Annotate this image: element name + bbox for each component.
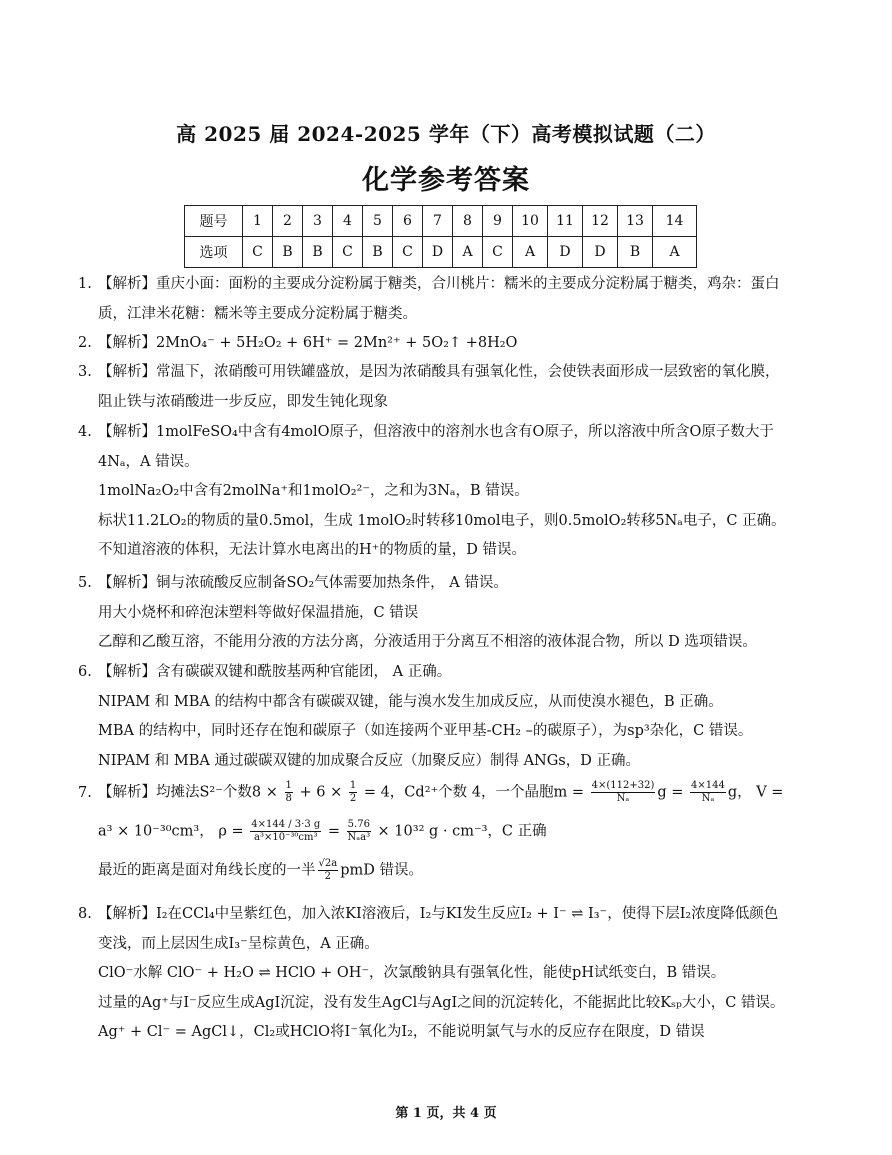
item-number: 2. <box>78 335 92 351</box>
table-cell: C <box>243 237 273 268</box>
item-text: + 6 × <box>294 784 347 801</box>
fraction: $\frac{4\times 144}{\text{Nₐ}}$ <box>691 780 725 804</box>
table-cell: A <box>453 237 483 268</box>
item-text: 【解析】重庆小面：面粉的主要成分淀粉属于糖类，合川桃片：糯米的主要成分淀粉属于糖类，鸡杂：蛋白 <box>98 276 780 292</box>
answer-item-5 <box>78 569 818 658</box>
item-text: 【解析】1molFeSO₄中含有4molO原子，但溶液中的溶剂水也含有O原子，所以溶液中所含O原子数大于 <box>98 424 774 440</box>
fraction: $\frac{√2a}{2}$ <box>318 858 338 882</box>
fraction: $\frac{4\times(112+32)}{\text{Nₐ}}$ <box>591 780 655 804</box>
item-text: ClO⁻水解 ClO⁻ + H₂O ⇌ HClO + OH⁻，次氯酸钠具有强氧化性，能使pH试纸变白，B 错误。 <box>98 965 726 981</box>
fraction: $\frac{1}{2}$ <box>349 780 357 804</box>
table-cell: C <box>393 237 423 268</box>
answer-table <box>184 205 697 268</box>
item-text: 阻止铁与浓硝酸进一步反应，即发生钝化现象 <box>98 393 388 410</box>
item-text: NIPAM 和 MBA 的结构中都含有碳碳双键，能与溴水发生加成反应，从而使溴水褪色，B 正确。 <box>98 693 723 710</box>
item-number: 8. <box>78 906 92 922</box>
answer-item-6 <box>78 658 818 776</box>
item-text: g = <box>657 784 688 801</box>
answer-item-7 <box>78 780 818 883</box>
item-text: 【解析】2MnO₄⁻ + 5H₂O₂ + 6H⁺ = 2Mn²⁺ + 5O₂↑ +8H₂O <box>98 335 518 351</box>
page-number: 第 1 页，共 4 页 <box>395 1106 497 1121</box>
table-cell: 3 <box>303 206 333 237</box>
table-cell: 1 <box>243 206 273 237</box>
table-cell: B <box>618 237 653 268</box>
table-header-cell: 题号 <box>185 206 243 237</box>
item-number: 4. <box>78 424 92 440</box>
item-number: 5. <box>78 575 92 591</box>
table-cell: 5 <box>363 206 393 237</box>
item-text: 变浅，而上层因生成I₃⁻呈棕黄色，A 正确。 <box>98 935 379 952</box>
item-text: 4Nₐ，A 错误。 <box>98 453 199 470</box>
fraction: $\frac{5.76}{\text{Nₐa³}}$ <box>347 819 371 843</box>
table-cell: A <box>513 237 548 268</box>
item-text: Ag⁺ + Cl⁻ = AgCl↓，Cl₂或HClO将I⁻氧化为I₂，不能说明氯气与水的反应存在限度，D 错误 <box>98 1024 705 1040</box>
answer-item-3 <box>78 358 818 417</box>
fraction: $\frac{1}{8}$ <box>285 780 292 804</box>
item-text: g， V = <box>727 784 784 801</box>
item-text: 【解析】常温下，浓硝酸可用铁罐盛放，是因为浓硝酸具有强氧化性，会使铁表面形成一层致密的氧化膜， <box>98 364 780 380</box>
table-cell: 10 <box>513 206 548 237</box>
table-cell: 4 <box>333 206 363 237</box>
item-text: = <box>323 823 345 840</box>
table-cell: C <box>333 237 363 268</box>
item-text: pmD 错误。 <box>340 862 423 879</box>
table-cell: 13 <box>618 206 653 237</box>
item-text: 过量的Ag⁺与I⁻反应生成AgI沉淀，没有发生AgCl与AgI之间的沉淀转化，不能据此比较Kₛₚ大小，C 错误。 <box>98 994 785 1011</box>
item-text: 【解析】含有碳碳双键和酰胺基两种官能团， A 正确。 <box>98 664 452 680</box>
answer-item-1 <box>78 270 818 329</box>
item-text: 1molNa₂O₂中含有2molNa⁺和1molO₂²⁻，之和为3Nₐ，B 错误。 <box>98 483 529 499</box>
table-cell: 14 <box>653 206 697 237</box>
table-header-cell: 选项 <box>185 237 243 268</box>
item-text: 乙醇和乙酸互溶，不能用分液的方法分离，分液适用于分离互不相溶的液体混合物，所以 D 选项错误。 <box>98 634 757 650</box>
table-cell: 2 <box>273 206 303 237</box>
item-text: a³ × 10⁻³⁰cm³， ρ = <box>98 823 249 840</box>
item-text: = 4，Cd²⁺个数 4，一个晶胞m = <box>359 784 589 801</box>
table-cell: 11 <box>548 206 583 237</box>
item-number: 3. <box>78 364 92 380</box>
answer-item-2 <box>78 329 818 359</box>
fraction: $\frac{4\times 144 / 3\cdot 3 g}{\text{a³×10⁻³⁰cm³}}$ <box>251 819 321 843</box>
document-subtitle: 化学参考答案 <box>362 165 530 196</box>
table-cell: C <box>483 237 513 268</box>
table-cell: 8 <box>453 206 483 237</box>
table-cell: 12 <box>583 206 618 237</box>
item-number: 6. <box>78 664 92 680</box>
item-text: 质，江津米花糖：糯米等主要成分淀粉属于糖类。 <box>98 305 417 322</box>
answer-table-row-answers <box>185 237 697 268</box>
table-cell: 9 <box>483 206 513 237</box>
item-text: × 10³² g · cm⁻³，C 正确 <box>372 823 547 840</box>
item-line <box>78 819 818 844</box>
table-cell: A <box>653 237 697 268</box>
table-cell: B <box>273 237 303 268</box>
table-cell: B <box>363 237 393 268</box>
document-title: 高 2025 届 2024-2025 学年（下）高考模拟试题（二） <box>176 122 716 146</box>
table-cell: 6 <box>393 206 423 237</box>
item-text: 最近的距离是面对角线长度的一半 <box>98 862 316 879</box>
table-cell: D <box>423 237 453 268</box>
table-cell: B <box>303 237 333 268</box>
table-cell: 7 <box>423 206 453 237</box>
item-text: NIPAM 和 MBA 通过碳碳双键的加成聚合反应（加聚反应）制得 ANGs，D 正确。 <box>98 752 640 769</box>
item-text: 【解析】铜与浓硫酸反应制备SO₂气体需要加热条件， A 错误。 <box>98 575 508 591</box>
item-text: 【解析】均摊法S²⁻个数8 × <box>98 784 283 801</box>
table-cell: D <box>548 237 583 268</box>
item-text: 不知道溶液的体积，无法计算水电离出的H⁺的物质的量，D 错误。 <box>98 542 527 558</box>
item-number: 1. <box>78 276 92 292</box>
answer-table-row-numbers <box>185 206 697 237</box>
item-line <box>78 858 818 883</box>
item-number: 7. <box>78 784 92 801</box>
table-cell: D <box>583 237 618 268</box>
item-text: MBA 的结构中，同时还存在饱和碳原子（如连接两个亚甲基-CH₂ –的碳原子），为sp³杂化，C 错误。 <box>98 723 753 739</box>
answer-item-4 <box>78 418 818 566</box>
item-text: 【解析】I₂在CCl₄中呈紫红色，加入浓KI溶液后，I₂与KI发生反应I₂ + I⁻ ⇌ I₃⁻，使得下层I₂浓度降低颜色 <box>98 906 779 922</box>
answer-item-8 <box>78 900 818 1048</box>
item-text: 用大小烧杯和碎泡沫塑料等做好保温措施，C 错误 <box>98 604 419 621</box>
item-text: 标状11.2LO₂的物质的量0.5mol，生成 1molO₂时转移10mol电子，则0.5molO₂转移5Nₐ电子，C 正确。 <box>98 512 786 529</box>
